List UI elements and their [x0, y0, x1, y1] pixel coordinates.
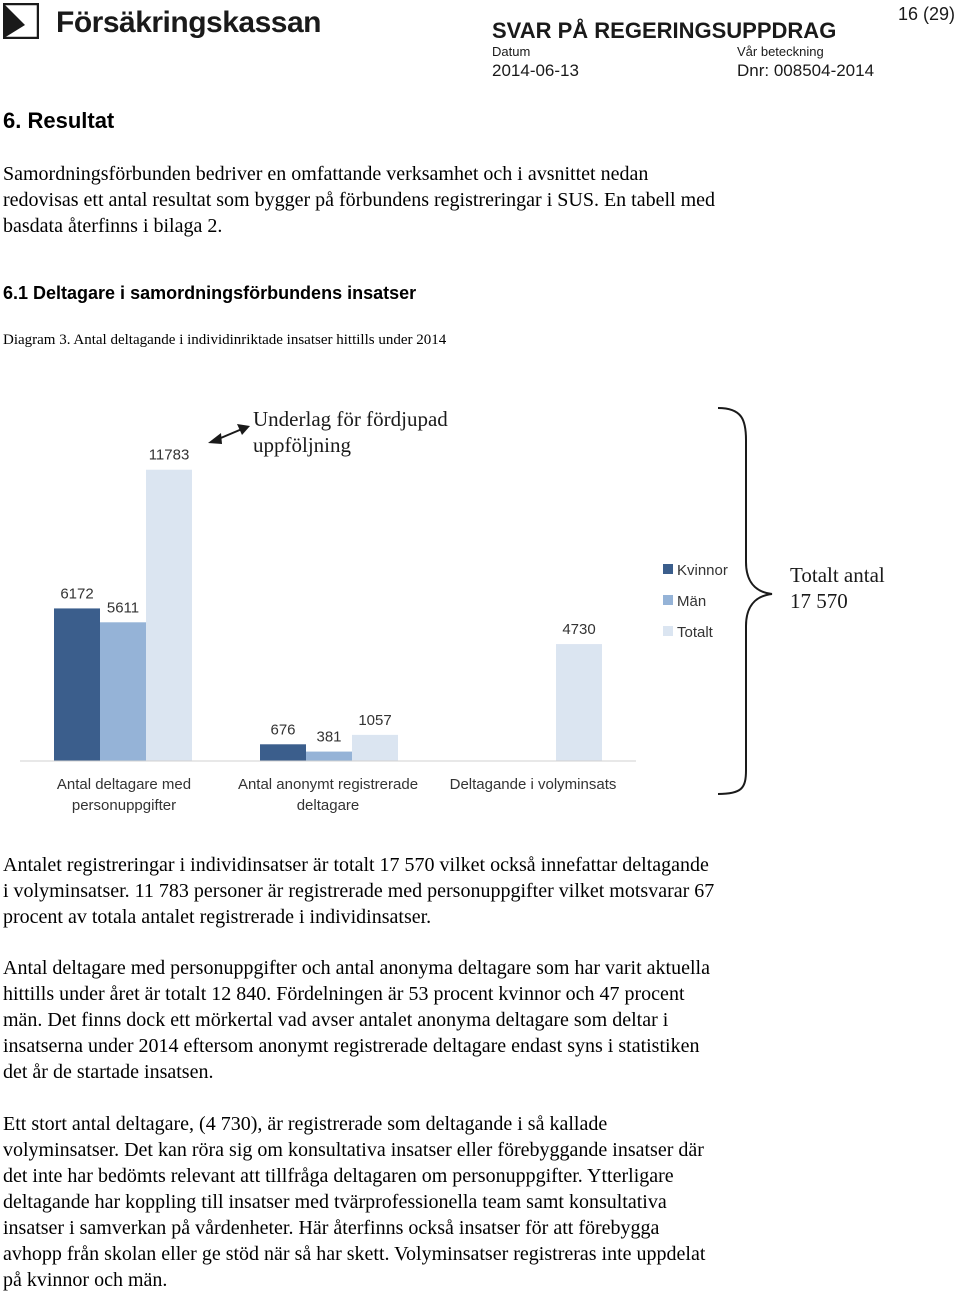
intro-paragraph — [3, 161, 823, 239]
legend-label: Kvinnor — [677, 562, 728, 579]
data-label: 1057 — [358, 711, 392, 729]
data-label: 4730 — [562, 621, 596, 639]
text-line: Ett stort antal deltagare, (4 730), är registrerade som deltagande i så kallade — [3, 1113, 608, 1135]
logo-text: Försäkringskassan — [56, 6, 321, 39]
bar — [54, 608, 100, 761]
text-line: insatserna under 2014 eftersom anonymt registrerade deltagare endast syns i statistiken — [3, 1035, 700, 1057]
bar — [260, 744, 306, 761]
bar — [306, 752, 352, 761]
double-arrow-icon — [208, 424, 250, 444]
subsection-title: 6.1 Deltagare i samordningsförbundens insatser — [3, 283, 417, 303]
diagram-caption: Diagram 3. Antal deltagande i individinriktade insatser hittills under 2014 — [3, 332, 447, 348]
bar — [146, 470, 192, 761]
data-label: 11783 — [148, 446, 190, 464]
text-line: Samordningsförbunden bedriver en omfattande verksamhet och i avsnittet nedan — [3, 163, 649, 185]
x-tick-label: Antal anonymt registrerade — [237, 776, 419, 793]
curly-brace-icon — [718, 408, 772, 794]
x-tick-label: personuppgifter — [71, 797, 177, 814]
total-annotation-value: 17 570 — [790, 589, 848, 613]
text-line: Antal deltagare med personuppgifter och antal anonyma deltagare som har varit aktuella — [3, 957, 710, 979]
data-label: 5611 — [106, 599, 140, 617]
text-line: hittills under året är totalt 12 840. Fördelningen är 53 procent kvinnor och 47 procent — [3, 983, 685, 1005]
body-paragraph-3 — [3, 1111, 823, 1293]
text-line: i volyminsatser. 11 783 personer är registrerade med personuppgifter vilket motsvarar 67 — [3, 880, 715, 902]
reference-label: Vår beteckning — [737, 44, 824, 59]
annotation-line: Underlag för fördjupad — [253, 407, 448, 431]
bar — [352, 735, 398, 761]
text-line: volyminsatser. Det kan röra sig om konsultativa insatser eller förebyggande insatser där — [3, 1139, 704, 1161]
total-annotation-label: Totalt antal — [790, 563, 885, 587]
x-axis-labels — [57, 776, 617, 814]
text-line: redovisas ett antal resultat som bygger på förbundens registreringar i SUS. En tabell med — [3, 189, 716, 211]
logo-icon — [3, 3, 39, 39]
text-line: insatser i samverkan på vårdenheter. Här återfinns också insatser för att förebygga — [3, 1217, 660, 1239]
text-line: det år de startade insatsen. — [3, 1061, 214, 1083]
section-title: 6. Resultat — [3, 108, 115, 133]
x-tick-label: deltagare — [296, 797, 360, 814]
annotation-line: uppföljning — [253, 433, 351, 457]
legend-swatch — [663, 564, 673, 574]
bar — [556, 644, 602, 761]
text-line: det inte har bedömts relevant att tillfråga deltagaren om personuppgifter. Ytterligare — [3, 1165, 674, 1187]
legend-label: Totalt — [677, 624, 713, 641]
date-value: 2014-06-13 — [492, 61, 579, 80]
data-label: 6172 — [60, 585, 94, 603]
legend-swatch — [663, 626, 673, 636]
body-paragraph-1 — [3, 852, 823, 930]
legend-swatch — [663, 595, 673, 605]
reference-value: Dnr: 008504-2014 — [737, 61, 875, 80]
bar — [100, 622, 146, 761]
text-line: avhopp från skolan eller ge stöd när så har skett. Volyminsatser registreras inte uppdelat — [3, 1243, 706, 1265]
legend-label: Män — [677, 593, 707, 610]
text-line: Antalet registreringar i individinsatser är totalt 17 570 vilket också innefattar deltagande — [3, 854, 709, 876]
chart-legend — [663, 562, 728, 641]
body-paragraph-2 — [3, 955, 823, 1085]
page-number: 16 (29) — [898, 4, 956, 24]
date-label: Datum — [492, 44, 531, 59]
data-label: 381 — [316, 728, 342, 746]
data-label: 676 — [270, 721, 296, 739]
x-tick-label: Antal deltagare med — [56, 776, 192, 793]
text-line: på kvinnor och män. — [3, 1269, 168, 1291]
x-tick-label: Deltagande i volyminsats — [449, 776, 617, 793]
text-line: basdata återfinns i bilaga 2. — [3, 215, 223, 237]
bar-chart — [0, 380, 960, 830]
text-line: procent av totala antalet registrerade i individinsatser. — [3, 906, 432, 928]
text-line: deltagande har koppling till insatser med tvärprofessionella team samt konsultativa — [3, 1191, 667, 1213]
document-type: SVAR PÅ REGERINGSUPPDRAG — [492, 18, 837, 43]
text-line: män. Det finns dock ett mörkertal vad avser antalet anonyma deltagare som deltar i — [3, 1009, 669, 1031]
